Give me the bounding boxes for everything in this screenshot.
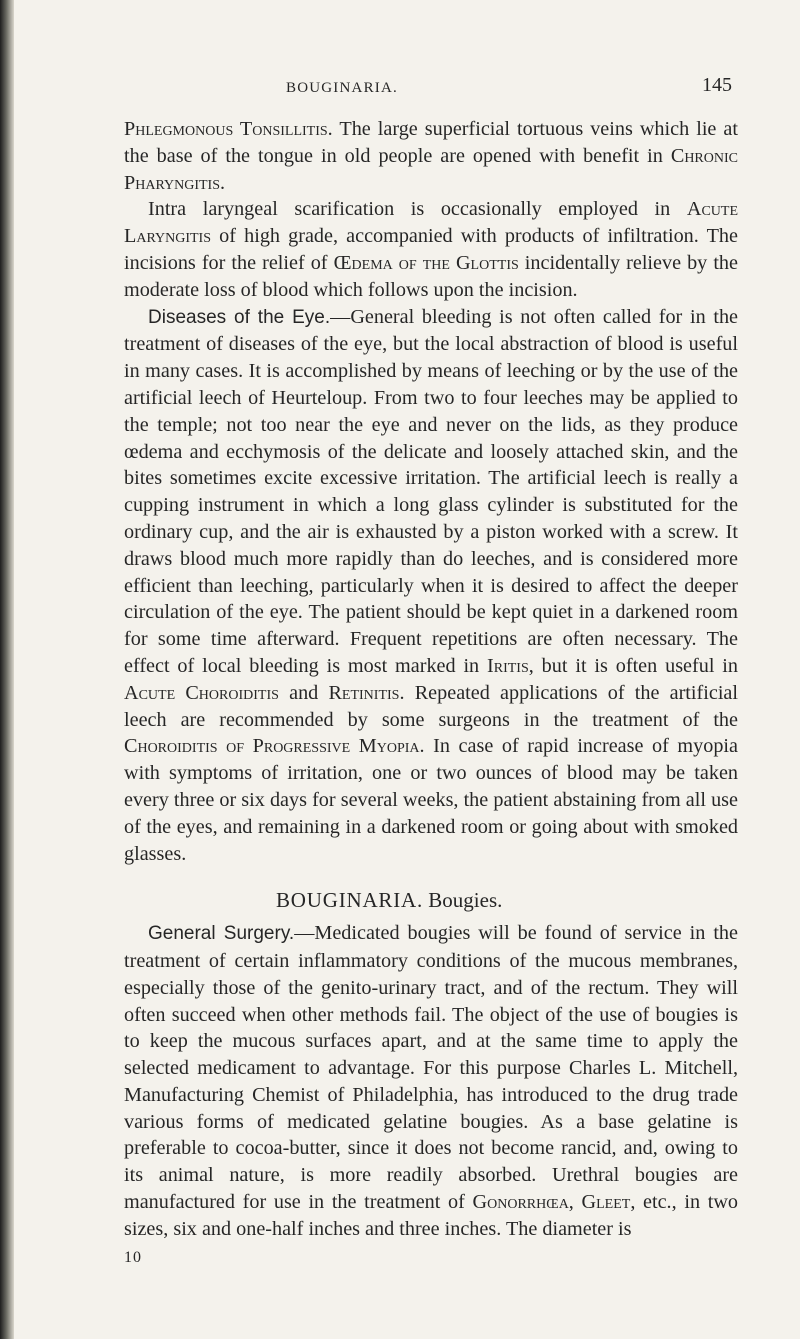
- term-retinitis: Retinitis: [328, 681, 400, 704]
- paragraph-text: . Repeated applications of the artificial leech are recommended by some surgeons in the treatment of the: [124, 681, 738, 731]
- section-subtitle: Bougies.: [428, 888, 503, 913]
- term-iritis: Iritis: [487, 654, 529, 677]
- section-name: BOUGINARIA.: [276, 888, 424, 913]
- term-acute-laryngitis: Acute Laryngitis: [124, 198, 738, 248]
- term-chronic-pharyngitis: Chronic Pharyngitis.: [124, 144, 738, 194]
- paragraph-diseases-of-eye: [124, 304, 738, 868]
- paragraph-text: —General bleeding is not often called for in the treatment of diseases of the eye, but the local abstraction of blood is useful in many cases. It is accomplished by means of leeching or by the use of the artificial leech of Heurteloup. From two to four leeches may be applied to the temple; not too near the eye and never on the lids, as they produce œdema and ecchymosis of the delicate and loosely attached skin, and the bites sometimes excite excessive irritation. The artificial leech is really a cupping instrument in which a long glass cylinder is substituted for the ordinary cup, and the air is exhausted by a piston worked with a screw. It draws blood much more rapidly than do leeches, and is considered more efficient than leeching, particularly when it is desired to affect the deeper circulation of the eye. The patient should be kept quiet in a darkened room for some time afterward. Frequent repetitions are often necessary. The effect of local bleeding is most marked in: [124, 305, 738, 677]
- paragraph-text: —Medicated bougies will be found of service in the treatment of certain inflammatory conditions of the mucous membranes, especially those of the genito-urinary tract, and of the rectum. They will often succeed when other methods fail. The object of the use of bougies is to keep the mucous surfaces apart, and at the same time to apply the selected medicament to advantage. For this purpose Charles L. Mitchell, Manufacturing Chemist of Philadelphia, has introduced to the drug trade various forms of medicated gelatine bougies. As a base gelatine is preferable to cocoa-butter, since it does not become rancid, and, owing to its animal nature, is more readily absorbed. Urethral bougies are manufactured for use in the treatment of: [124, 922, 738, 1214]
- running-title: BOUGINARIA.: [286, 80, 398, 96]
- paragraph-text: Intra laryngeal scarification is occasionally employed in: [148, 198, 687, 221]
- heading-diseases-of-eye: Diseases of the Eye.: [148, 306, 331, 328]
- page-number: 145: [702, 74, 732, 96]
- paragraph-text: . In case of rapid increase of myopia with symptoms of irritation, one or two ounces of blood may be taken every three or six days for several weeks, the patient abstaining from all use of the eyes, and remaining in a darkened room or going about with smoked glasses.: [124, 735, 738, 865]
- paragraph-text: incidentally relieve by the moderate loss of blood which follows upon the incision.: [124, 251, 738, 301]
- body-text: [124, 116, 738, 1271]
- section-heading: [124, 887, 738, 914]
- term-acute-choroiditis: Acute Choroiditis: [124, 681, 279, 704]
- running-head: [124, 68, 738, 102]
- paragraph-text: , but it is often useful in: [528, 654, 739, 677]
- heading-general-surgery: General Surgery.: [148, 923, 295, 945]
- term-choroiditis-progressive-myopia: Choroiditis of Progressive Myopia: [124, 735, 420, 758]
- paragraph-text: of high grade, accompanied with products of infiltration. The incisions for the relief of: [124, 225, 738, 274]
- signature-mark: 10: [124, 1248, 142, 1266]
- paragraph-tonsillitis: [124, 116, 738, 196]
- paragraph-general-surgery: [124, 920, 738, 1243]
- book-page: [124, 68, 738, 1271]
- paragraph-text: , etc., in two sizes, six and one-half inches and three inches. The diameter is: [124, 1191, 738, 1240]
- term-phlegmonous-tonsillitis: Phlegmonous Tonsillitis.: [124, 118, 333, 140]
- term-gonorrhoea-gleet: Gonorrhœa, Gleet: [472, 1191, 631, 1214]
- paragraph-text: The large superficial tortuous veins which lie at the base of the tongue in old people are opened with benefit in: [124, 118, 738, 167]
- book-binding-edge: [0, 0, 14, 1339]
- term-oedema-of-glottis: Œdema of the Glottis: [333, 251, 519, 274]
- paragraph-text: and: [278, 681, 329, 704]
- paragraph-laryngitis: [124, 196, 738, 303]
